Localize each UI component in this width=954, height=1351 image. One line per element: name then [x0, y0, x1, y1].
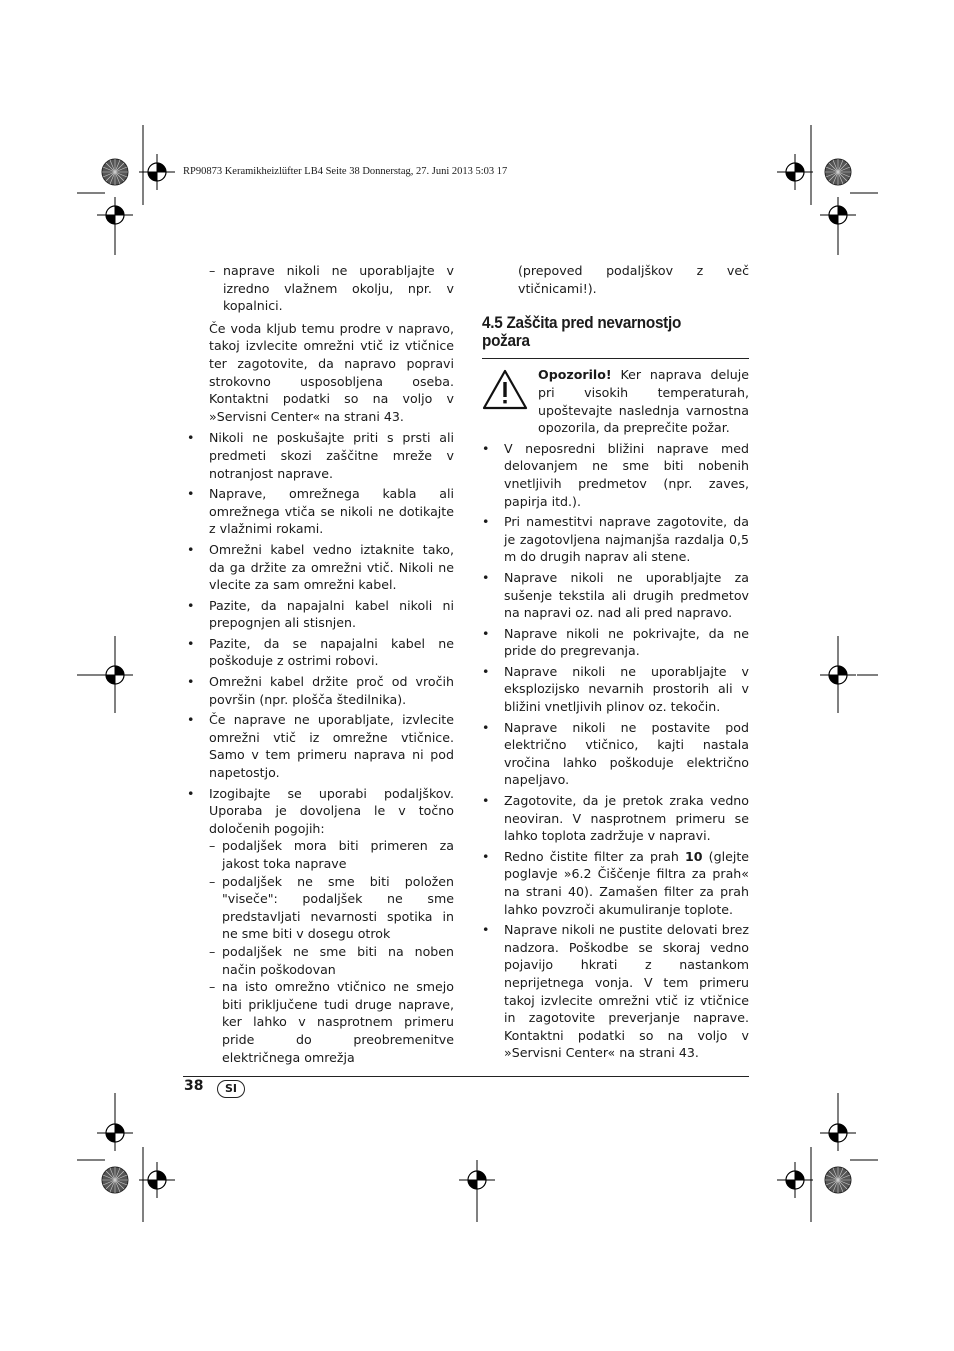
list-item-text: Pazite, da se napajalni kabel ne poškoduje z ostrimi robovi.	[209, 635, 454, 669]
list-item-text: Omrežni kabel vedno iztaknite tako, da ga držite za omrežni vtič. Nikoli ne vlecite za sam omrežni kabel.	[209, 541, 454, 593]
list-item	[187, 541, 454, 594]
list-item-text: Naprave nikoli ne postavite pod električno vtičnico, kajti nastala vročina lahko poškoduje električno napeljavo.	[504, 719, 749, 788]
dash-marker: –	[209, 943, 216, 959]
footer-rule	[183, 1076, 749, 1077]
list-item-text: Naprave nikoli ne pustite delovati brez nadzora. Poškodbe se skoraj vedno pojavijo hkrati z nastankom neprijetnega vonja. V tem primeru takoj izvlecite omrežni vtič iz vtičnice in zagotovite preverjanje naprave. Kontaktni podatki so na voljo v »Servisni Center« na strani 43.	[504, 922, 749, 1061]
extension-block	[209, 785, 454, 1067]
list-item-text: Naprave, omrežnega kabla ali omrežnega vtiča se nikoli ne dotikajte z vlažnimi rokami.	[209, 486, 454, 537]
sub-item	[209, 837, 454, 872]
list-item	[187, 429, 454, 482]
filter-text-pre: Redno čistite filter za prah	[504, 848, 685, 864]
list-item	[482, 663, 749, 716]
sub-item-text: podaljšek mora biti primeren za jakost toka naprave	[222, 838, 454, 871]
list-item-text: Če naprave ne uporabljate, izvlecite omrežni vtič iz omrežne vtičnice. Samo v tem primeru naprava ni pod napetostjo.	[209, 712, 454, 781]
bullet-marker: •	[187, 712, 195, 728]
bullet-marker: •	[187, 541, 195, 557]
list-item-text: Naprave nikoli ne pokrivajte, da ne pride do pregrevanja.	[504, 625, 749, 659]
water-paragraph: Če voda kljub temu prodre v napravo, takoj izvlecite omrežni vtič iz vtičnice ter zagotovite, da napravo popravi strokovno usposobljena oseba. Kontaktni podatki so na voljo v »Servisni Center« na strani 43.	[209, 320, 454, 424]
list-item-text: Omrežni kabel držite proč od vročih površin (npr. plošča štedilnika).	[209, 674, 454, 707]
filter-text-post: (glejte poglavje »6.2 Čiščenje filtra za prah« na strani 40). Zamašen filter za prah lahko povzroči akumuliranje toplote.	[504, 848, 750, 917]
sub-item	[209, 978, 454, 1066]
bullet-marker: •	[482, 719, 490, 735]
filter-number: 10	[684, 848, 703, 864]
warning-body: Ker naprava deluje pri visokih temperaturah, upoštevajte naslednja varnostna opozorila, da preprečite požar.	[538, 367, 749, 436]
list-item	[482, 625, 749, 660]
bullet-marker: •	[482, 440, 490, 456]
bullet-marker: •	[187, 674, 195, 690]
heading-rule	[482, 358, 749, 359]
right-column	[482, 262, 749, 1062]
bullet-marker: •	[482, 922, 490, 938]
list-item	[187, 711, 454, 781]
dash-marker: –	[209, 873, 216, 889]
dash-marker: –	[209, 979, 216, 995]
list-item	[482, 792, 749, 845]
list-item	[482, 440, 749, 510]
bullet-marker: •	[187, 597, 195, 613]
warning-block	[482, 366, 749, 436]
bullet-marker: •	[482, 569, 490, 585]
list-item	[482, 569, 749, 622]
sub-item-text: podaljšek ne sme biti položen "viseče": podaljšek ne sme predstavljati nevarnosti spotika in ne sme biti v dosegu otrok	[222, 873, 454, 942]
list-item-extension	[187, 785, 454, 1067]
sub-item	[209, 943, 454, 978]
list-item-text: Pri namestitvi naprave zagotovite, da je zagotovljena najmanjša razdalja 0,5 m do drugih naprav ali stene.	[504, 514, 749, 565]
dash-marker: –	[209, 838, 216, 854]
list-item	[187, 635, 454, 670]
list-item-text: V neposredni bližini naprave med delovanjem ne sme biti nobenih vnetljivih predmetov (npr. zaves, papirja itd.).	[504, 440, 749, 509]
bullet-marker: •	[482, 663, 490, 679]
left-column	[187, 262, 454, 1066]
list-item-text: Naprave nikoli ne uporabljajte v eksplozijsko nevarnih prostorih ali v bližini vnetljivih plinov oz. tekočin.	[504, 663, 749, 715]
print-slug: RP90873 Keramikheizlüfter LB4 Seite 38 Donnerstag, 27. Juni 2013 5:03 17	[183, 166, 508, 177]
dash-item-text: naprave nikoli ne uporabljajte v izredno vlažnem okolju, npr. v kopalnici.	[223, 263, 454, 314]
list-item	[187, 673, 454, 708]
warning-text	[538, 366, 749, 436]
list-item-text: Zagotovite, da je pretok zraka vedno neoviran. V nasprotnem primeru se lahko toplota zadržuje v napravi.	[504, 793, 749, 844]
bullet-marker: •	[187, 430, 195, 446]
list-item	[482, 921, 749, 1062]
sub-item-text: na isto omrežno vtičnico ne smejo biti priključene tudi druge naprave, ker lahko v nasprotnem primeru pride do preobremenitve električnega omrežja	[222, 979, 454, 1065]
list-item	[187, 597, 454, 632]
list-item-text	[504, 848, 749, 918]
bullet-marker: •	[482, 514, 490, 530]
warning-triangle-icon	[482, 366, 538, 436]
list-item	[187, 485, 454, 538]
section-heading: 4.5 Zaščita pred nevarnostjo požara	[482, 313, 682, 350]
list-item	[482, 513, 749, 566]
bullet-marker: •	[187, 635, 195, 651]
bullet-marker: •	[482, 793, 490, 809]
dash-item	[187, 262, 454, 315]
list-item-filter	[482, 848, 749, 918]
language-badge: SI	[217, 1080, 245, 1098]
sub-item	[209, 873, 454, 943]
list-item-text: Nikoli ne poskušajte priti s prsti ali predmeti skozi zaščitne mreže v notranjost naprave.	[209, 430, 454, 481]
bullet-marker: •	[187, 486, 195, 502]
dash-marker: –	[209, 263, 216, 278]
sub-item-text: podaljšek ne sme biti na noben način poškodovan	[222, 943, 454, 977]
extension-intro: Izogibajte se uporabi podaljškov. Uporaba je dovoljena le v točno določenih pogojih:	[209, 785, 454, 836]
bullet-marker: •	[482, 625, 490, 641]
list-item	[482, 719, 749, 789]
list-item-text: Naprave nikoli ne uporabljajte za sušenje tekstila ali drugih predmetov na napravi oz. nad ali pred napravo.	[504, 569, 749, 621]
bullet-marker: •	[482, 848, 490, 864]
continuation-text: (prepoved podaljškov z več vtičnicami!).	[518, 263, 749, 296]
list-item-text: Pazite, da napajalni kabel nikoli ni prepognjen ali stisnjen.	[209, 597, 454, 631]
warning-label: Opozorilo!	[538, 367, 612, 383]
page-number: 38	[184, 1078, 204, 1094]
bullet-marker: •	[187, 785, 195, 801]
